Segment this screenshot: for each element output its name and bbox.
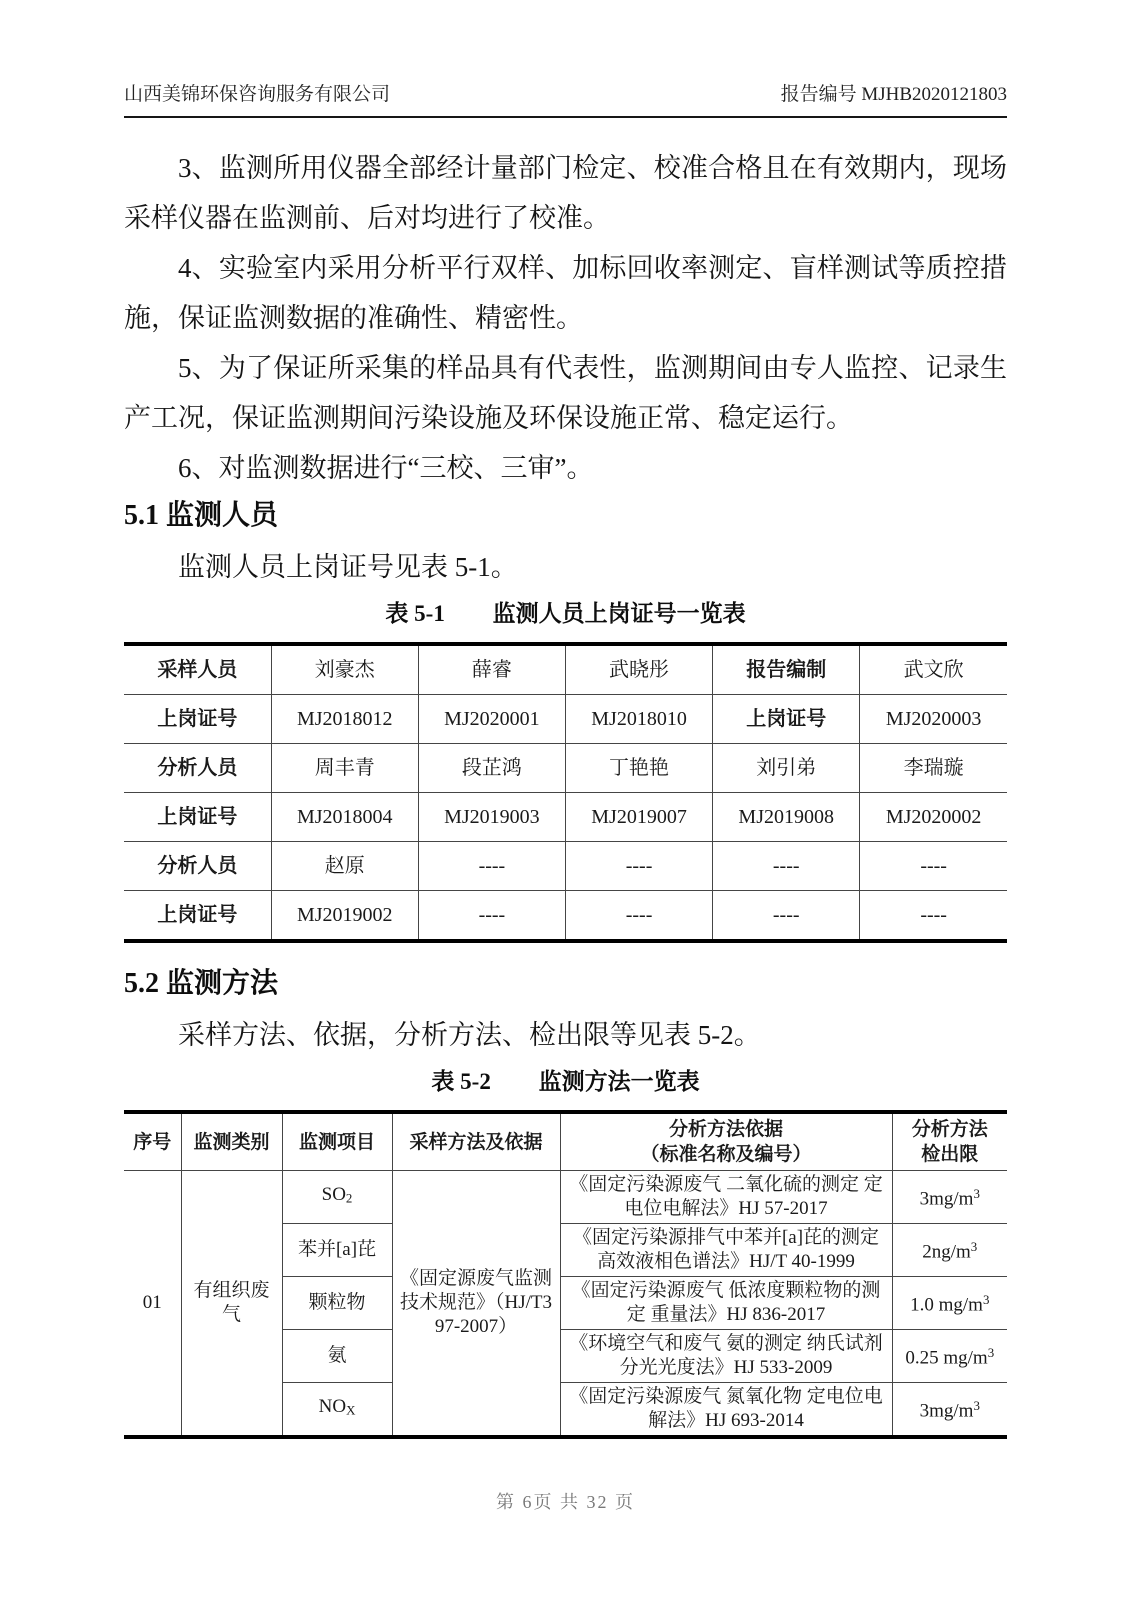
table-cell: MJ2019008 [713,793,860,842]
table-cell: ---- [565,891,712,942]
table-cell: 《固定源废气监测技术规范》（HJ/T397-2007） [392,1171,560,1438]
table-cell: 上岗证号 [124,695,271,744]
table-cell: MJ2019002 [271,891,418,942]
table-cell: 氨 [282,1330,392,1383]
section-5-2-intro: 采样方法、依据，分析方法、检出限等见表 5-2。 [178,1020,761,1050]
table-cell: 周丰青 [271,744,418,793]
methods-table-body [124,1171,1007,1438]
table-cell: MJ2019003 [418,793,565,842]
table-cell: 上岗证号 [124,891,271,942]
table-row [124,695,1007,744]
company-name: 山西美锦环保咨询服务有限公司 [124,84,391,105]
table-cell: 刘豪杰 [271,644,418,695]
table-5-1-caption [124,599,1007,629]
table-cell: 苯并[a]芘 [282,1224,392,1277]
table-cell: 分析方法 检出限 [892,1112,1007,1171]
table-cell: 段芷鸿 [418,744,565,793]
table-cell: $NO_X$ [282,1383,392,1438]
table-cell: 上岗证号 [713,695,860,744]
table-row [124,793,1007,842]
table-cell: 颗粒物 [282,1277,392,1330]
table-cell: 《环境空气和废气 氨的测定 纳氏试剂分光光度法》HJ 533-2009 [560,1330,892,1383]
section-heading-5-2: 5.2 监测方法 [124,968,279,999]
paragraph-4: 4、实验室内采用分析平行双样、加标回收率测定、盲样测试等质控措施，保证监测数据的准确性、精密性。 [124,253,1007,333]
table-cell: 丁艳艳 [565,744,712,793]
table-cell: 01 [124,1171,181,1438]
table-cell: 武文欣 [860,644,1007,695]
table-row [124,1171,1007,1224]
table-cell: 报告编制 [713,644,860,695]
section-5-1-intro: 监测人员上岗证号见表 5-1。 [178,552,518,582]
table-cell: MJ2019007 [565,793,712,842]
table-cell: 武晓彤 [565,644,712,695]
table-cell: 《固定污染源排气中苯并[a]芘的测定 高效液相色谱法》HJ/T 40-1999 [560,1224,892,1277]
table-cell: ---- [860,842,1007,891]
table-cell: 分析方法依据 （标准名称及编号） [560,1112,892,1171]
table-cell: $3mg/m^3$ [892,1383,1007,1438]
body-text [124,143,1007,493]
table-cell: 有组织废气 [181,1171,282,1438]
table-row [124,744,1007,793]
table-cell: 分析人员 [124,842,271,891]
page-header [124,84,1007,118]
table-5-2-caption-title: 监测方法一览表 [538,1069,700,1094]
report-number: 报告编号 MJHB2020121803 [780,84,1007,105]
table-5-2-caption [124,1067,1007,1097]
table-header-row [124,1112,1007,1171]
paragraph-6: 6、对监测数据进行“三校、三审”。 [178,453,594,483]
table-cell: 采样人员 [124,644,271,695]
table-row [124,644,1007,695]
table-cell: MJ2018012 [271,695,418,744]
table-cell: 监测类别 [181,1112,282,1171]
table-cell: 序号 [124,1112,181,1171]
paragraph-5: 5、为了保证所采集的样品具有代表性，监测期间由专人监控、记录生产工况，保证监测期间污染设施及环保设施正常、稳定运行。 [124,353,1007,433]
table-5-1-caption-title: 监测人员上岗证号一览表 [492,601,746,626]
table-cell: 0.25 $mg/m^3$ [892,1330,1007,1383]
paragraph-3: 3、监测所用仪器全部经计量部门检定、校准合格且在有效期内，现场采样仪器在监测前、后对均进行了校准。 [124,153,1007,233]
table-cell: $2ng/m^3$ [892,1224,1007,1277]
table-cell: 《固定污染源废气 二氧化硫的测定 定电位电解法》HJ 57-2017 [560,1171,892,1224]
table-cell: ---- [713,891,860,942]
table-cell: 刘引弟 [713,744,860,793]
table-cell: 《固定污染源废气 低浓度颗粒物的测定 重量法》HJ 836-2017 [560,1277,892,1330]
section-heading-5-1: 5.1 监测人员 [124,500,279,531]
table-row [124,891,1007,942]
table-cell: MJ2018004 [271,793,418,842]
page-footer: 第 6页 共 32 页 [496,1492,635,1512]
table-cell: 采样方法及依据 [392,1112,560,1171]
table-5-2-caption-label: 表 5-2 [431,1069,491,1094]
methods-table-head [124,1112,1007,1171]
table-cell: MJ2018010 [565,695,712,744]
table-cell: 分析人员 [124,744,271,793]
table-cell: ---- [860,891,1007,942]
table-cell: 李瑞璇 [860,744,1007,793]
table-row [124,842,1007,891]
table-cell: 监测项目 [282,1112,392,1171]
personnel-certificate-table [124,642,1007,943]
table-cell: $3mg/m^3$ [892,1171,1007,1224]
table-cell: ---- [565,842,712,891]
table-cell: MJ2020003 [860,695,1007,744]
table-cell: 薛睿 [418,644,565,695]
table-cell: 上岗证号 [124,793,271,842]
table-cell: ---- [418,842,565,891]
table-cell: MJ2020002 [860,793,1007,842]
table-cell: MJ2020001 [418,695,565,744]
table-cell: 1.0 $mg/m^3$ [892,1277,1007,1330]
table-cell: $SO_2$ [282,1171,392,1224]
table-cell: 赵原 [271,842,418,891]
table-5-1-caption-label: 表 5-1 [385,601,445,626]
monitoring-methods-table [124,1110,1007,1439]
table-cell: ---- [713,842,860,891]
table-cell: ---- [418,891,565,942]
personnel-table-body [124,644,1007,941]
table-cell: 《固定污染源废气 氮氧化物 定电位电解法》HJ 693-2014 [560,1383,892,1438]
